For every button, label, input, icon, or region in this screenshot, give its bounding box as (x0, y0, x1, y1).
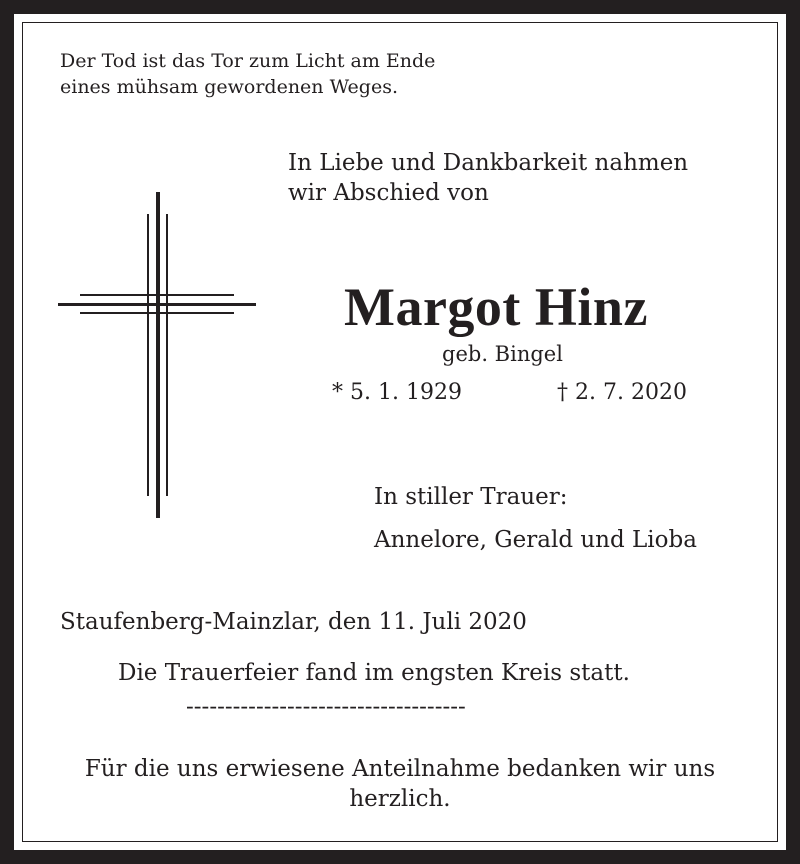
funeral-note: Die Trauerfeier fand im engsten Kreis statt. (118, 660, 630, 686)
motto-line-1: Der Tod ist das Tor zum Licht am Ende (60, 50, 436, 72)
intro-line-2: wir Abschied von (288, 180, 489, 206)
mourning-heading: In stiller Trauer: (374, 484, 568, 510)
maiden-name-text: geb. Bingel (442, 342, 563, 366)
motto-line-2: eines mühsam gewordenen Weges. (60, 76, 398, 98)
intro-line-1: In Liebe und Dankbarkeit nahmen (288, 150, 689, 176)
deceased-name: Margot Hinz (344, 277, 648, 337)
thanks-note: Für die uns erwiesene Anteilnahme bedanken wir uns herzlich. (84, 756, 716, 812)
death-date: † 2. 7. 2020 (557, 380, 687, 405)
intro-text (288, 148, 688, 208)
obituary-card (14, 14, 786, 850)
birth-date: * 5. 1. 1929 (332, 380, 462, 405)
place-date: Staufenberg-Mainzlar, den 11. Juli 2020 (60, 609, 527, 635)
separator-line: ------------------------------------ (186, 694, 466, 720)
motto (60, 48, 435, 100)
mourner-names: Annelore, Gerald und Lioba (374, 527, 697, 553)
cross-icon (58, 192, 258, 522)
